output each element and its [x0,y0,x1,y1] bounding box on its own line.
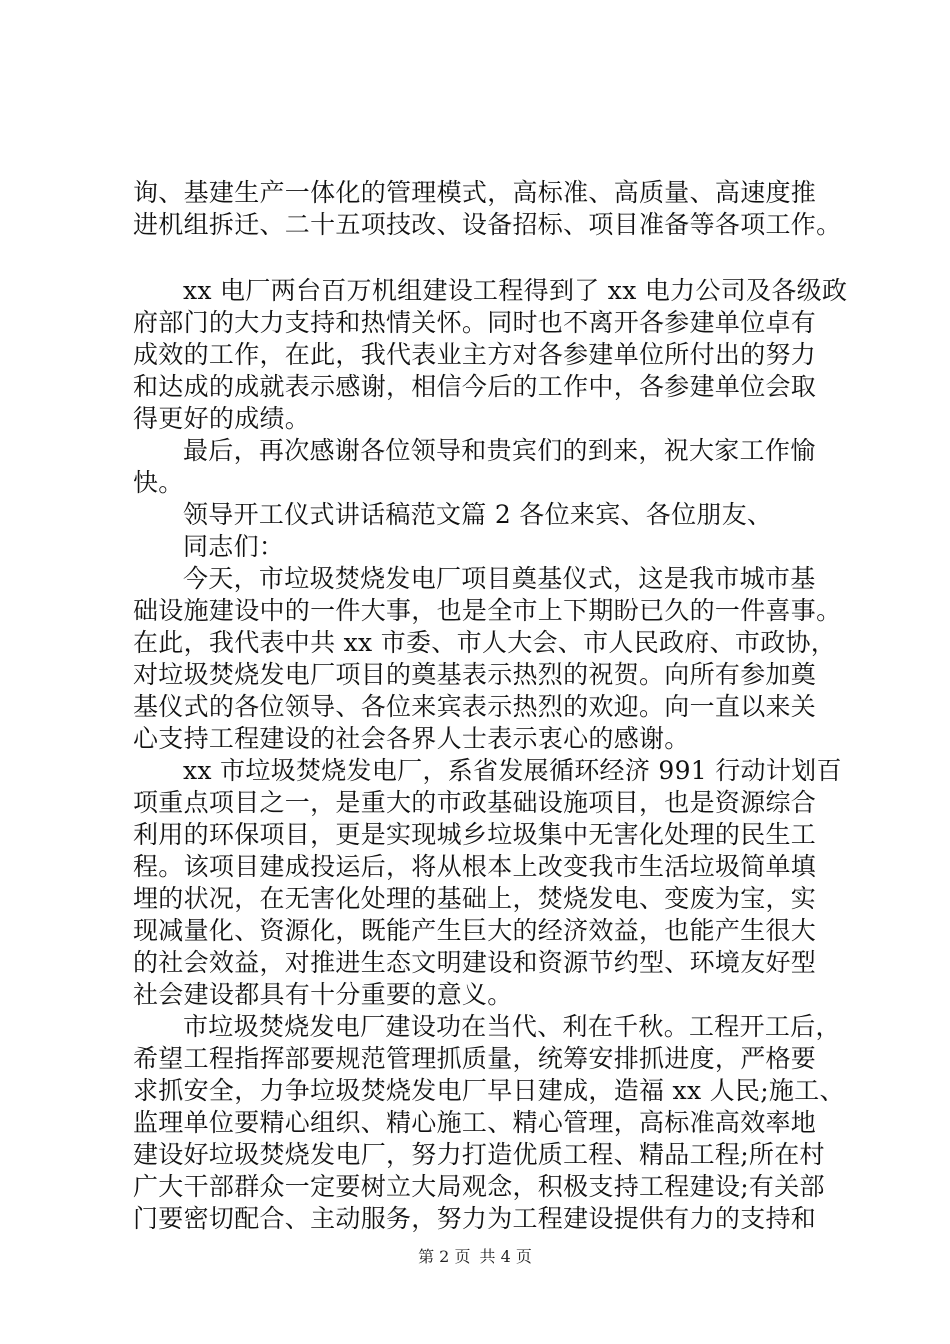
text-line: 快。 [133,468,184,497]
text-line: 求抓安全，力争垃圾焚烧发电厂早日建成，造福 xx 人民;施工、 [133,1076,845,1105]
page-footer [0,1244,950,1267]
paragraph-gap [133,241,833,275]
text-line: xx 市垃圾焚烧发电厂，系省发展循环经济 991 行动计划百 [183,756,842,785]
text-line: 希望工程指挥部要规范管理抓质量，统筹安排抓进度，严格要 [133,1044,817,1073]
text-line: 现减量化、资源化，既能产生巨大的经济效益，也能产生很大 [133,916,817,945]
text-line: 心支持工程建设的社会各界人士表示衷心的感谢。 [133,724,690,753]
text-line: 础设施建设中的一件大事，也是全市上下期盼已久的一件喜事。 [133,596,842,625]
page-total: 共 4 页 [479,1247,532,1266]
text-line: 最后，再次感谢各位领导和贵宾们的到来，祝大家工作愉 [183,436,816,465]
text-line: 府部门的大力支持和热情关怀。同时也不离开各参建单位卓有 [133,308,817,337]
text-line: 市垃圾焚烧发电厂建设功在当代、利在千秋。工程开工后， [183,1012,841,1041]
text-line: 程。该项目建成投运后，将从根本上改变我市生活垃圾简单填 [133,852,817,881]
text-line: 的社会效益，对推进生态文明建设和资源节约型、环境友好型 [133,948,817,977]
text-line: xx 电厂两台百万机组建设工程得到了 xx 电力公司及各级政 [183,276,848,305]
page-number: 第 2 页 [418,1247,471,1266]
text-line: 建设好垃圾焚烧发电厂，努力打造优质工程、精品工程;所在村 [133,1140,825,1169]
text-line: 成效的工作，在此，我代表业主方对各参建单位所付出的努力 [133,340,817,369]
greeting-line: 同志们： [183,532,285,561]
text-line: 询、基建生产一体化的管理模式，高标准、高质量、高速度推 [133,178,817,207]
text-line: 项重点项目之一，是重大的市政基础设施项目，也是资源综合 [133,788,817,817]
text-line: 对垃圾焚烧发电厂项目的奠基表示热烈的祝贺。向所有参加奠 [133,660,817,689]
text-line: 埋的状况，在无害化处理的基础上，焚烧发电、变废为宝，实 [133,884,817,913]
text-line: 今天，市垃圾焚烧发电厂项目奠基仪式，这是我市城市基 [183,564,816,593]
text-line: 得更好的成绩。 [133,404,311,433]
text-line: 进机组拆迁、二十五项技改、设备招标、项目准备等各项工作。 [133,210,842,239]
text-line: 和达成的成就表示感谢，相信今后的工作中，各参建单位会取 [133,372,817,401]
text-line: 门要密切配合、主动服务，努力为工程建设提供有力的支持和 [133,1204,817,1233]
document-body [133,177,848,1235]
section-heading: 领导开工仪式讲话稿范文篇 2 各位来宾、各位朋友、 [183,500,773,529]
text-line: 在此，我代表中共 xx 市委、市人大会、市人民政府、市政协， [133,628,837,657]
text-line: 基仪式的各位领导、各位来宾表示热烈的欢迎。向一直以来关 [133,692,817,721]
text-line: 监理单位要精心组织、精心施工、精心管理，高标准高效率地 [133,1108,817,1137]
text-line: 利用的环保项目，更是实现城乡垃圾集中无害化处理的民生工 [133,820,817,849]
text-line: 社会建设都具有十分重要的意义。 [133,980,513,1009]
text-line: 广大干部群众一定要树立大局观念，积极支持工程建设;有关部 [133,1172,825,1201]
